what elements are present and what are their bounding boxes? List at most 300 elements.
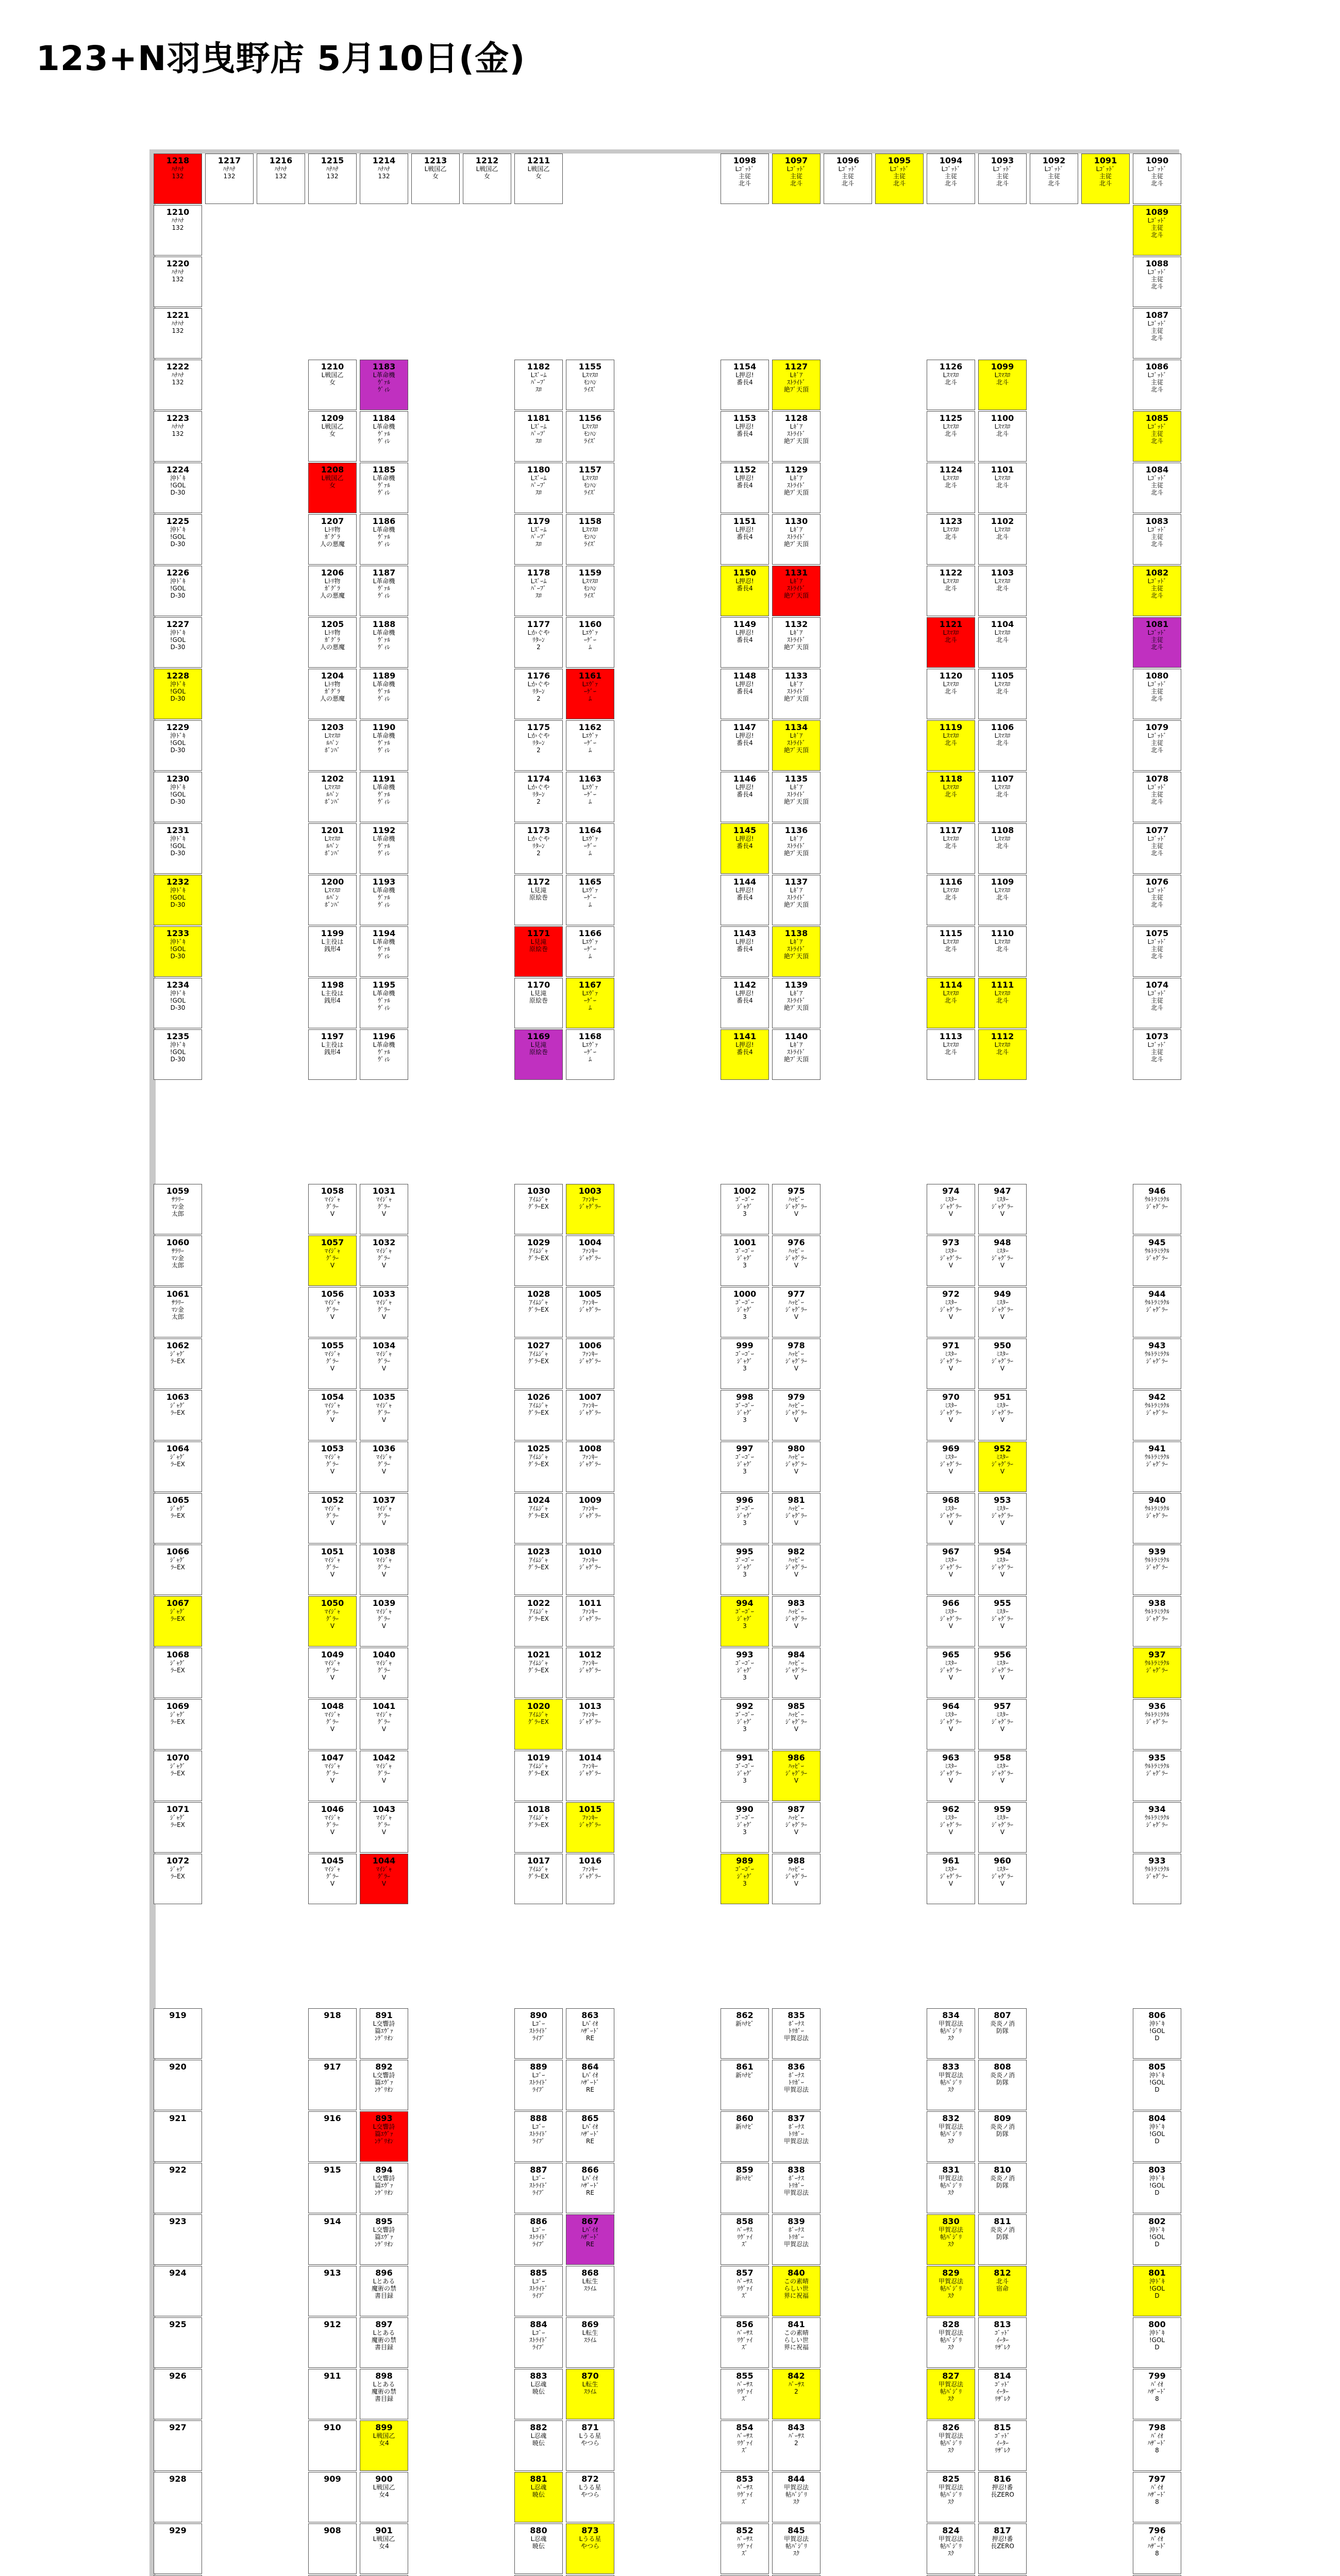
machine-name: 甲賀忍法 帖ﾊﾞｼﾞﾘ ｽｸ: [938, 2278, 963, 2299]
machine-cell: [566, 566, 614, 616]
machine-number: 920: [169, 2062, 187, 2072]
machine-name: ﾌｧﾝｷｰ ｼﾞｬｸﾞﾗｰ: [579, 1299, 601, 1313]
machine-cell: [360, 823, 408, 874]
machine-cell: [308, 1854, 357, 1904]
machine-name: ﾏｲｼﾞｬ ｸﾞﾗｰ V: [376, 1866, 392, 1887]
machine-name: ｱｲﾑｼﾞｬ ｸﾞﾗｰEX: [528, 1866, 549, 1880]
machine-cell: [514, 926, 563, 977]
machine-cell: [772, 2214, 820, 2265]
machine-cell: [514, 2369, 563, 2419]
machine-name: Lｽﾏｽﾛ 北斗: [994, 732, 1011, 747]
machine-name: ｱｲﾑｼﾞｬ ｸﾞﾗｰEX: [528, 1711, 549, 1725]
machine-number: 965: [942, 1650, 960, 1659]
machine-number: 852: [736, 2526, 753, 2535]
machine-name: Lｺﾞｯﾄﾞ 主従 北斗: [1147, 1041, 1167, 1063]
machine-number: 871: [581, 2422, 599, 2432]
machine-cell: [1133, 154, 1181, 204]
machine-number: 1135: [784, 774, 808, 784]
machine-number: 992: [736, 1701, 753, 1711]
machine-name: Lｺﾞｯﾄﾞ 主従 北斗: [1096, 165, 1115, 187]
machine-cell: [721, 2472, 769, 2522]
machine-number: 915: [324, 2165, 341, 2175]
machine-number: 1013: [578, 1701, 602, 1711]
machine-number: 854: [736, 2422, 753, 2432]
machine-name: Lｽﾏｽﾛ 北斗: [994, 887, 1011, 901]
machine-number: 1103: [991, 568, 1014, 578]
machine-cell: [154, 154, 202, 204]
machine-cell: [360, 1493, 408, 1544]
machine-cell: [308, 2523, 357, 2574]
machine-number: 924: [169, 2268, 187, 2278]
machine-cell: [360, 2317, 408, 2368]
machine-name: Lｽﾞｰﾑ ﾊﾟｰﾌﾟ ｽﾛ: [530, 371, 547, 393]
machine-number: 1166: [578, 928, 602, 938]
machine-number: 890: [530, 2010, 547, 2020]
machine-number: 891: [375, 2010, 393, 2020]
machine-number: 1158: [578, 516, 602, 526]
machine-number: 963: [942, 1753, 960, 1762]
machine-name: ﾐｽﾀｰ ｼﾞｬｸﾞﾗｰ V: [991, 1196, 1013, 1217]
machine-cell: [566, 1596, 614, 1647]
machine-name: 沖ﾄﾞｷ !GOL D-30: [170, 990, 186, 1011]
machine-cell: [772, 154, 820, 204]
machine-cell: [566, 1287, 614, 1337]
machine-name: L押忍! 番長4: [735, 938, 754, 953]
machine-cell: [927, 2317, 975, 2368]
machine-number: 1228: [166, 671, 190, 681]
machine-number: 1163: [578, 774, 602, 784]
machine-cell: [360, 2008, 408, 2059]
machine-cell: [360, 1802, 408, 1853]
machine-cell: [1030, 154, 1078, 204]
machine-number: 1142: [733, 980, 757, 990]
machine-number: 1046: [321, 1804, 344, 1814]
machine-name: Lとある 魔術の禁 書目録: [371, 2381, 396, 2402]
machine-name: L戦国乙 女4: [373, 2484, 395, 2498]
machine-number: 1060: [166, 1238, 190, 1247]
machine-number: 1193: [372, 877, 396, 887]
machine-name: L戦国乙 女: [321, 423, 344, 437]
machine-cell: [1133, 411, 1181, 462]
machine-number: 1035: [372, 1392, 396, 1402]
machine-number: 990: [736, 1804, 753, 1814]
machine-name: ﾐｽﾀｰ ｼﾞｬｸﾞﾗｰ V: [940, 1505, 962, 1527]
machine-cell: [360, 1235, 408, 1286]
machine-number: 1196: [372, 1031, 396, 1041]
machine-cell: [1133, 617, 1181, 668]
machine-cell: [1133, 2008, 1181, 2059]
machine-cell: [1133, 669, 1181, 719]
machine-name: ﾎﾞｰﾅｽ ﾄﾘｶﾞｰ 甲賀忍法: [783, 2226, 809, 2248]
machine-cell: [721, 566, 769, 616]
machine-cell: [566, 360, 614, 410]
machine-cell: [1133, 720, 1181, 771]
machine-cell: [978, 154, 1027, 204]
machine-number: 927: [169, 2422, 187, 2432]
machine-number: 1011: [578, 1598, 602, 1608]
machine-cell: [514, 823, 563, 874]
machine-name: ｺﾞｰｺﾞｰ ｼﾞｬｸﾞ 3: [735, 1608, 754, 1630]
machine-name: L押忍! 番長4: [735, 371, 754, 386]
machine-number: 934: [1148, 1804, 1166, 1814]
machine-cell: [927, 1802, 975, 1853]
machine-number: 945: [1148, 1238, 1166, 1247]
machine-cell: [360, 2163, 408, 2213]
machine-cell: [154, 566, 202, 616]
machine-cell: [566, 617, 614, 668]
machine-number: 816: [994, 2474, 1011, 2484]
machine-number: 833: [942, 2062, 960, 2072]
machine-name: ﾊﾞｰｻｽ 2: [788, 2432, 804, 2447]
machine-number: 1053: [321, 1444, 344, 1453]
machine-number: 1167: [578, 980, 602, 990]
machine-number: 800: [1148, 2319, 1166, 2329]
machine-number: 1000: [733, 1289, 757, 1299]
machine-name: ﾏｲｼﾞｬ ｸﾞﾗｰ V: [376, 1505, 392, 1527]
machine-name: Lｺﾞｯﾄﾞ 主従 北斗: [1147, 938, 1167, 960]
machine-number: 1205: [321, 619, 344, 629]
machine-number: 918: [324, 2010, 341, 2020]
machine-cell: [154, 2369, 202, 2419]
machine-name: L革命機 ｳﾞｧﾙ ｳﾞｨﾚ: [373, 629, 395, 651]
machine-number: 1068: [166, 1650, 190, 1659]
machine-name: Lｽﾏｽﾛ 北斗: [994, 371, 1011, 386]
machine-cell: [927, 926, 975, 977]
machine-name: Lｽﾏｽﾛ 北斗: [943, 423, 959, 437]
machine-cell: [514, 1545, 563, 1595]
machine-number: 1022: [527, 1598, 550, 1608]
machine-number: 1189: [372, 671, 396, 681]
machine-name: ﾏｲｼﾞｬ ｸﾞﾗｰ V: [376, 1299, 392, 1320]
machine-number: 1194: [372, 928, 396, 938]
machine-number: 984: [788, 1650, 805, 1659]
machine-name: Lｷﾞｱ ｽﾄﾗｲﾄﾞ 絶ﾌﾞ天頂: [783, 990, 809, 1011]
machine-name: この素晴 らしい世 界に祝福: [783, 2278, 809, 2299]
machine-number: 947: [994, 1186, 1011, 1196]
machine-cell: [978, 2163, 1027, 2213]
machine-number: 813: [994, 2319, 1011, 2329]
machine-number: 829: [942, 2268, 960, 2278]
machine-cell: [927, 1029, 975, 1080]
machine-number: 1095: [887, 156, 911, 165]
machine-number: 1066: [166, 1547, 190, 1556]
machine-name: L転生 ｽﾗｲﾑ: [582, 2278, 598, 2292]
machine-name: Lｽﾏｽﾛ 北斗: [943, 990, 959, 1004]
machine-cell: [360, 1390, 408, 1440]
machine-name: ﾏｲｼﾞｬ ｸﾞﾗｰ V: [324, 1299, 340, 1320]
machine-number: 1055: [321, 1341, 344, 1350]
machine-cell: [514, 2472, 563, 2522]
machine-cell: [978, 1596, 1027, 1647]
machine-cell: [1133, 2060, 1181, 2110]
machine-cell: [978, 2369, 1027, 2419]
machine-number: 837: [788, 2113, 805, 2123]
machine-cell: [927, 463, 975, 513]
machine-cell: [927, 772, 975, 822]
machine-name: Lｺﾞｯﾄﾞ 主従 北斗: [1147, 681, 1167, 702]
machine-name: ｺﾞｰｺﾞｰ ｼﾞｬｸﾞ 3: [735, 1453, 754, 1475]
machine-name: Lｺﾞｯﾄﾞ 主従 北斗: [1147, 990, 1167, 1011]
machine-number: 1217: [217, 156, 241, 165]
machine-name: Lｴｳﾞｧ ｰｹﾞｰ ﾑ: [582, 990, 598, 1011]
machine-name: 沖ﾄﾞｷ !GOL D: [1149, 2123, 1165, 2145]
machine-name: ﾐｽﾀｰ ｼﾞｬｸﾞﾗｰ V: [940, 1866, 962, 1887]
machine-name: ｱｲﾑｼﾞｬ ｸﾞﾗｰEX: [528, 1505, 549, 1519]
machine-number: 1038: [372, 1547, 396, 1556]
machine-number: 1178: [527, 568, 550, 578]
machine-name: ﾊﾅﾊﾅ 132: [223, 165, 236, 180]
machine-name: ﾊｯﾋﾟｰ ｼﾞｬｸﾞﾗｰ V: [785, 1196, 807, 1217]
machine-name: ﾌｧﾝｷｰ ｼﾞｬｸﾞﾗｰ: [579, 1814, 601, 1828]
machine-number: 1033: [372, 1289, 396, 1299]
machine-number: 1192: [372, 825, 396, 835]
machine-cell: [1081, 154, 1130, 204]
machine-cell: [566, 1029, 614, 1080]
machine-name: Lｷﾞｱ ｽﾄﾗｲﾄﾞ 絶ﾌﾞ天頂: [783, 526, 809, 548]
machine-name: L交響詩 篇ｴｳﾞｧ ﾝｹﾞﾘｵﾝ: [373, 2020, 395, 2042]
machine-name: L押忍! 番長4: [735, 835, 754, 850]
machine-name: Lｺﾞｰ ｽﾄﾗｲﾄﾞ ﾗｲﾌﾞ: [529, 2278, 548, 2299]
machine-name: L革命機 ｳﾞｧﾙ ｳﾞｨﾚ: [373, 990, 395, 1011]
machine-number: 1144: [733, 877, 757, 887]
machine-cell: [721, 514, 769, 565]
machine-number: 1159: [578, 568, 602, 578]
machine-cell: [978, 2523, 1027, 2574]
machine-name: ｱｲﾑｼﾞｬ ｸﾞﾗｰEX: [528, 1299, 549, 1313]
machine-cell: [154, 1287, 202, 1337]
machine-name: ｱｲﾑｼﾞｬ ｸﾞﾗｰEX: [528, 1350, 549, 1365]
machine-number: 936: [1148, 1701, 1166, 1711]
machine-cell: [360, 2060, 408, 2110]
machine-name: ｱｲﾑｼﾞｬ ｸﾞﾗｰEX: [528, 1762, 549, 1777]
machine-name: L忍魂 暁伝: [530, 2535, 547, 2550]
machine-number: 1154: [733, 362, 757, 371]
machine-cell: [308, 1390, 357, 1440]
machine-number: 1023: [527, 1547, 550, 1556]
machine-cell: [978, 926, 1027, 977]
machine-cell: [566, 669, 614, 719]
machine-name: ﾐｽﾀｰ ｼﾞｬｸﾞﾗｰ V: [991, 1505, 1013, 1527]
machine-cell: [721, 1802, 769, 1853]
machine-name: ﾐｽﾀｰ ｼﾞｬｸﾞﾗｰ V: [991, 1762, 1013, 1784]
machine-cell: [566, 411, 614, 462]
machine-cell: [154, 1854, 202, 1904]
machine-cell: [772, 2163, 820, 2213]
machine-name: Lｽﾏｽﾛ 北斗: [943, 887, 959, 901]
machine-number: 960: [994, 1856, 1011, 1866]
machine-cell: [927, 1390, 975, 1440]
machine-cell: [978, 875, 1027, 925]
machine-number: 981: [788, 1495, 805, 1505]
machine-number: 1132: [784, 619, 808, 629]
machine-number: 1136: [784, 825, 808, 835]
machine-cell: [772, 1854, 820, 1904]
machine-number: 1230: [166, 774, 190, 784]
machine-number: 1071: [166, 1804, 190, 1814]
machine-cell: [927, 514, 975, 565]
machine-name: ｳﾙﾄﾗﾐﾗｸﾙ ｼﾞｬｸﾞﾗｰ: [1144, 1711, 1169, 1725]
machine-number: 896: [375, 2268, 393, 2278]
machine-name: ﾏｲｼﾞｬ ｸﾞﾗｰ V: [324, 1350, 340, 1372]
machine-number: 1156: [578, 413, 602, 423]
machine-cell: [772, 1442, 820, 1492]
machine-cell: [721, 2369, 769, 2419]
machine-number: 1048: [321, 1701, 344, 1711]
machine-cell: [308, 2317, 357, 2368]
machine-cell: [978, 1854, 1027, 1904]
machine-cell: [514, 875, 563, 925]
machine-number: 1012: [578, 1650, 602, 1659]
machine-number: 1176: [527, 671, 550, 681]
machine-number: 806: [1148, 2010, 1166, 2020]
machine-number: 1222: [166, 362, 190, 371]
machine-name: Lｺﾞｰ ｽﾄﾗｲﾄﾞ ﾗｲﾌﾞ: [529, 2175, 548, 2196]
machine-name: L革命機 ｳﾞｧﾙ ｳﾞｨﾚ: [373, 681, 395, 702]
machine-name: ｱｲﾑｼﾞｬ ｸﾞﾗｰEX: [528, 1196, 549, 1210]
machine-cell: [1133, 1235, 1181, 1286]
machine-cell: [721, 2214, 769, 2265]
machine-number: 938: [1148, 1598, 1166, 1608]
machine-name: Lｽﾏｽﾛ 北斗: [994, 578, 1011, 592]
machine-cell: [772, 2420, 820, 2471]
machine-number: 911: [324, 2371, 341, 2381]
machine-name: Lｷﾞｱ ｽﾄﾗｲﾄﾞ 絶ﾌﾞ天頂: [783, 887, 809, 908]
machine-cell: [978, 463, 1027, 513]
machine-number: 971: [942, 1341, 960, 1350]
machine-number: 1137: [784, 877, 808, 887]
machine-number: 980: [788, 1444, 805, 1453]
machine-cell: [360, 1751, 408, 1801]
machine-number: 970: [942, 1392, 960, 1402]
machine-number: 989: [736, 1856, 753, 1866]
machine-cell: [360, 360, 408, 410]
machine-cell: [978, 2214, 1027, 2265]
machine-cell: [514, 669, 563, 719]
machine-number: 1025: [527, 1444, 550, 1453]
machine-number: 1172: [527, 877, 550, 887]
machine-cell: [514, 514, 563, 565]
machine-number: 1110: [991, 928, 1014, 938]
machine-cell: [772, 1235, 820, 1286]
machine-number: 868: [581, 2268, 599, 2278]
machine-number: 1183: [372, 362, 396, 371]
machine-name: ﾌｧﾝｷｰ ｼﾞｬｸﾞﾗｰ: [579, 1453, 601, 1468]
machine-number: 1096: [836, 156, 860, 165]
machine-number: 1226: [166, 568, 190, 578]
machine-name: ｼﾞｬｸﾞ ﾗｰEX: [170, 1608, 186, 1622]
machine-cell: [154, 514, 202, 565]
machine-number: 1049: [321, 1650, 344, 1659]
machine-number: 956: [994, 1650, 1011, 1659]
machine-name: ｻﾗﾘｰ ﾏﾝ金 太郎: [171, 1196, 184, 1217]
machine-number: 1101: [991, 465, 1014, 474]
machine-number: 1094: [939, 156, 963, 165]
machine-name: ｻﾗﾘｰ ﾏﾝ金 太郎: [171, 1247, 184, 1269]
machine-cell: [772, 823, 820, 874]
machine-name: Lｺﾞｯﾄﾞ 主従 北斗: [941, 165, 961, 187]
machine-cell: [566, 823, 614, 874]
machine-cell: [360, 2369, 408, 2419]
machine-number: 841: [788, 2319, 805, 2329]
machine-name: Lﾊﾞｲｵ ﾊｻﾞｰﾄﾞ RE: [580, 2175, 599, 2196]
machine-number: 1146: [733, 774, 757, 784]
machine-number: 1161: [578, 671, 602, 681]
machine-number: 867: [581, 2216, 599, 2226]
machine-number: 864: [581, 2062, 599, 2072]
machine-name: Lｴｳﾞｧ ｰｹﾞｰ ﾑ: [582, 835, 598, 857]
machine-name: 甲賀忍法 帖ﾊﾞｼﾞﾘ ｽｸ: [938, 2329, 963, 2351]
machine-name: ﾌｧﾝｷｰ ｼﾞｬｸﾞﾗｰ: [579, 1711, 601, 1725]
machine-number: 842: [788, 2371, 805, 2381]
machine-number: 1187: [372, 568, 396, 578]
machine-number: 1099: [991, 362, 1014, 371]
machine-number: 1108: [991, 825, 1014, 835]
machine-number: 914: [324, 2216, 341, 2226]
machine-name: ｺﾞｯﾄﾞ ｲｰﾀｰ ﾘｻﾞﾚｸ: [994, 2329, 1010, 2351]
machine-name: ﾏｲｼﾞｬ ｸﾞﾗｰ V: [324, 1402, 340, 1423]
machine-cell: [514, 2060, 563, 2110]
machine-cell: [1133, 2266, 1181, 2316]
machine-name: Lｺﾞｰ ｽﾄﾗｲﾄﾞ ﾗｲﾌﾞ: [529, 2226, 548, 2248]
machine-cell: [308, 1751, 357, 1801]
machine-cell: [1133, 1184, 1181, 1234]
machine-number: 832: [942, 2113, 960, 2123]
machine-name: ｺﾞｰｺﾞｰ ｼﾞｬｸﾞ 3: [735, 1299, 754, 1320]
machine-number: 860: [736, 2113, 753, 2123]
machine-name: L押忍! 番長4: [735, 474, 754, 489]
machine-number: 1109: [991, 877, 1014, 887]
machine-cell: [978, 566, 1027, 616]
machine-number: 1122: [939, 568, 963, 578]
machine-cell: [1133, 205, 1181, 256]
machine-name: この素晴 らしい世 界に祝福: [783, 2329, 809, 2351]
machine-cell: [721, 1493, 769, 1544]
machine-cell: [154, 875, 202, 925]
machine-name: Lｽﾏｽﾛ 北斗: [943, 938, 959, 953]
machine-name: L革命機 ｳﾞｧﾙ ｳﾞｨﾚ: [373, 578, 395, 599]
machine-number: 1104: [991, 619, 1014, 629]
machine-cell: [514, 1699, 563, 1750]
machine-number: 923: [169, 2216, 187, 2226]
machine-name: Lｺﾞｯﾄﾞ 主従 北斗: [1147, 268, 1167, 290]
machine-name: Lｺﾞｯﾄﾞ 主従 北斗: [1147, 474, 1167, 496]
machine-number: 1019: [527, 1753, 550, 1762]
machine-cell: [308, 1029, 357, 1080]
machine-cell: [772, 1184, 820, 1234]
machine-name: ﾏｲｼﾞｬ ｸﾞﾗｰ V: [376, 1608, 392, 1630]
machine-cell: [514, 1338, 563, 1389]
machine-cell: [566, 875, 614, 925]
machine-cell: [978, 2060, 1027, 2110]
machine-cell: [1133, 1648, 1181, 1698]
machine-number: 1118: [939, 774, 963, 784]
machine-name: Lｺﾞｰ ｽﾄﾗｲﾄﾞ ﾗｲﾌﾞ: [529, 2072, 548, 2093]
machine-cell: [1133, 1596, 1181, 1647]
machine-number: 886: [530, 2216, 547, 2226]
machine-name: ﾊｯﾋﾟｰ ｼﾞｬｸﾞﾗｰ V: [785, 1505, 807, 1527]
machine-cell: [154, 205, 202, 256]
machine-cell: [1133, 2472, 1181, 2522]
machine-name: Lｽﾞｰﾑ ﾊﾟｰﾌﾟ ｽﾛ: [530, 526, 547, 548]
machine-cell: [154, 2060, 202, 2110]
machine-name: ｼﾞｬｸﾞ ﾗｰEX: [170, 1402, 186, 1416]
machine-cell: [978, 1442, 1027, 1492]
machine-name: ｺﾞｰｺﾞｰ ｼﾞｬｸﾞ 3: [735, 1711, 754, 1733]
machine-cell: [1133, 1287, 1181, 1337]
machine-cell: [978, 1338, 1027, 1389]
machine-cell: [154, 1596, 202, 1647]
machine-name: Lｽﾏｽﾛ 北斗: [994, 835, 1011, 850]
